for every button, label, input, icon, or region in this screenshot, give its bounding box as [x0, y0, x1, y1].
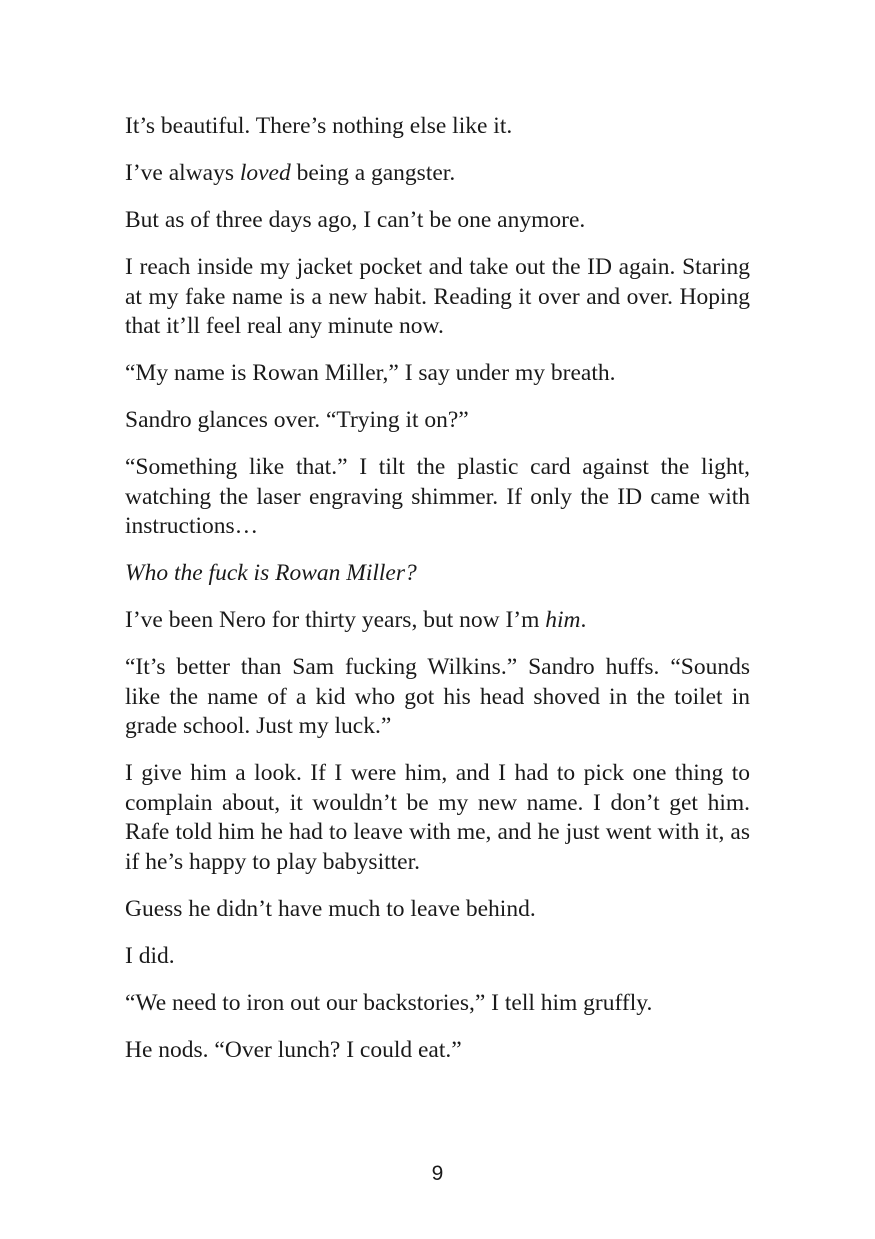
paragraph: Guess he didn’t have much to leave behind. [125, 895, 536, 922]
page-number: 9 [431, 1162, 444, 1185]
paragraph-text: I’ve been Nero for thirty years, but now I’m [125, 607, 546, 633]
paragraph-text: I’ve always [125, 160, 240, 186]
paragraph [125, 606, 750, 636]
paragraph: It’s beautiful. There’s nothing else like it. [125, 113, 513, 139]
paragraph: “It’s better than Sam fucking Wilkins.” Sandro huffs. “Sounds like the name of a kid who got his head shoved in the toilet in grade school. Just my luck.” [125, 654, 750, 739]
emphasis: Who the fuck is Rowan Miller? [125, 560, 417, 586]
paragraph [125, 159, 750, 189]
paragraph: I did. [125, 942, 175, 969]
paragraph: “My name is Rowan Miller,” I say under my breath. [125, 360, 616, 386]
paragraph: “We need to iron out our backstories,” I tell him gruffly. [125, 989, 653, 1016]
paragraph: But as of three days ago, I can’t be one anymore. [125, 207, 586, 233]
body-text [125, 112, 750, 1083]
paragraph [125, 559, 750, 589]
paragraph-text: being a gangster. [290, 160, 456, 186]
paragraph: I give him a look. If I were him, and I had to pick one thing to complain about, it wouldn’t be my new name. I don’t get him. Rafe told him he had to leave with me, and he just went with it, as if he’s happy to play babysitter. [125, 760, 750, 875]
emphasis: him [545, 607, 581, 633]
paragraph: He nods. “Over lunch? I could eat.” [125, 1036, 462, 1063]
paragraph: Sandro glances over. “Trying it on?” [125, 407, 469, 433]
paragraph-text: . [580, 607, 587, 633]
paragraph: “Something like that.” I tilt the plastic card against the light, watching the laser engraving shimmer. If only the ID came with instructions… [125, 454, 750, 539]
emphasis: loved [239, 160, 291, 186]
paragraph: I reach inside my jacket pocket and take out the ID again. Staring at my fake name is a new habit. Reading it over and over. Hoping that it’ll feel real any minute now. [125, 254, 750, 339]
